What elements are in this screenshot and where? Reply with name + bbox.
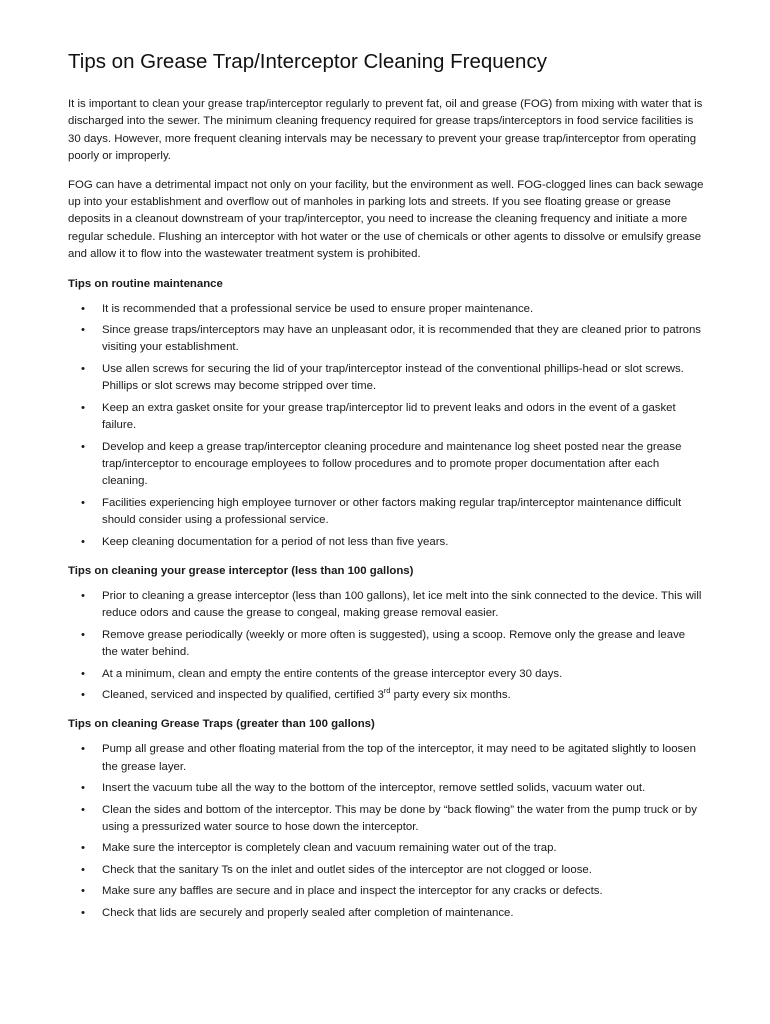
list-item bbox=[68, 862, 704, 879]
bullet-icon: • bbox=[81, 628, 85, 641]
list-item-text: Make sure the interceptor is completely clean and vacuum remaining water out of the trap. bbox=[102, 842, 557, 855]
bullet-icon: • bbox=[81, 535, 85, 548]
list-item bbox=[68, 883, 704, 900]
list-item-text: Check that the sanitary Ts on the inlet and outlet sides of the interceptor are not clogged or loose. bbox=[102, 863, 592, 876]
list-item-text-end: party every six months. bbox=[390, 688, 511, 701]
list-item bbox=[68, 301, 704, 318]
bullet-icon: • bbox=[81, 496, 85, 509]
section-heading-large-grease-traps: Tips on cleaning Grease Traps (greater than 100 gallons) bbox=[68, 718, 375, 731]
list-item bbox=[68, 495, 704, 530]
list-item-text: Facilities experiencing high employee turnover or other factors making regular trap/interceptor maintenance difficult should consider using a professional service. bbox=[102, 496, 682, 527]
list-item bbox=[68, 400, 704, 435]
list-item-text: Keep an extra gasket onsite for your grease trap/interceptor lid to prevent leaks and odors in the event of a gasket failure. bbox=[102, 401, 676, 432]
large-grease-traps-list bbox=[68, 741, 704, 922]
routine-maintenance-list bbox=[68, 301, 704, 551]
list-item bbox=[68, 840, 704, 857]
list-item bbox=[68, 780, 704, 797]
fog-impact-paragraph: FOG can have a detrimental impact not only on your facility, but the environment as well. FOG-clogged lines can back sewage up into your establishment and overflow out of manholes in parking lots and streets. If you see floating grease or grease deposits in a cleanout downstream of your trap/interceptor, you need to increase the cleaning frequency and initiate a more regular schedule. Flushing an interceptor with hot water or the use of chemicals or other agents to dissolve or emulsify grease and allow it to flow into the wastewater treatment system is prohibited. bbox=[68, 178, 704, 261]
list-item bbox=[68, 687, 704, 704]
list-item-text: Pump all grease and other floating material from the top of the interceptor, it may need to be agitated slightly to loosen the grease layer. bbox=[102, 743, 696, 773]
list-item-text: Clean the sides and bottom of the interceptor. This may be done by “back flowing” the water from the pump truck or by using a pressurized water source to hose down the interceptor. bbox=[102, 803, 697, 833]
list-item-text: Since grease traps/interceptors may have an unpleasant odor, it is recommended that they are cleaned prior to patrons visiting your establishment. bbox=[102, 324, 701, 354]
list-item-text: Insert the vacuum tube all the way to the bottom of the interceptor, remove settled solids, vacuum water out. bbox=[102, 782, 646, 795]
bullet-icon: • bbox=[81, 302, 85, 315]
bullet-icon: • bbox=[81, 863, 85, 876]
list-item bbox=[68, 322, 704, 357]
bullet-icon: • bbox=[81, 440, 85, 453]
list-item-text: Check that lids are securely and properly sealed after completion of maintenance. bbox=[102, 906, 514, 919]
list-item bbox=[68, 905, 704, 922]
list-item-text: At a minimum, clean and empty the entire contents of the grease interceptor every 30 days. bbox=[102, 667, 563, 680]
list-item-text: Remove grease periodically (weekly or more often is suggested), using a scoop. Remove only the grease and leave the water behind. bbox=[102, 628, 686, 659]
ordinal-superscript: rd bbox=[383, 686, 391, 696]
list-item-text bbox=[102, 686, 511, 701]
document-content bbox=[68, 48, 704, 926]
bullet-icon: • bbox=[81, 401, 85, 414]
bullet-icon: • bbox=[81, 362, 85, 375]
bullet-icon: • bbox=[81, 906, 85, 919]
small-interceptor-list bbox=[68, 588, 704, 704]
bullet-icon: • bbox=[81, 667, 85, 680]
list-item bbox=[68, 802, 704, 837]
section-heading-small-interceptor: Tips on cleaning your grease interceptor (less than 100 gallons) bbox=[68, 564, 414, 577]
bullet-icon: • bbox=[81, 324, 85, 337]
page-title: Tips on Grease Trap/Interceptor Cleaning Frequency bbox=[68, 50, 547, 73]
list-item bbox=[68, 361, 704, 396]
list-item bbox=[68, 741, 704, 776]
bullet-icon: • bbox=[81, 688, 85, 701]
list-item bbox=[68, 666, 704, 683]
bullet-icon: • bbox=[81, 782, 85, 795]
bullet-icon: • bbox=[81, 885, 85, 898]
list-item bbox=[68, 627, 704, 662]
intro-paragraph: It is important to clean your grease trap/interceptor regularly to prevent fat, oil and grease (FOG) from mixing with water that is discharged into the sewer. The minimum cleaning frequency required for grease traps/interceptors in food service facilities is 30 days. However, more frequent cleaning intervals may be necessary to prevent your grease trap/interceptor from operating poorly or improperly. bbox=[68, 98, 703, 163]
list-item-text: Develop and keep a grease trap/interceptor cleaning procedure and maintenance log sheet posted near the grease trap/interceptor to encourage employees to follow procedures and to promote proper documentation after each cleaning. bbox=[102, 440, 682, 488]
list-item-text: Use allen screws for securing the lid of your trap/interceptor instead of the conventional phillips-head or slot screws. Phillips or slot screws may become stripped over time. bbox=[102, 362, 684, 393]
list-item-text: It is recommended that a professional service be used to ensure proper maintenance. bbox=[102, 302, 534, 315]
list-item bbox=[68, 534, 704, 551]
list-item-text: Keep cleaning documentation for a period of not less than five years. bbox=[102, 535, 449, 548]
bullet-icon: • bbox=[81, 743, 85, 756]
section-heading-routine-maintenance: Tips on routine maintenance bbox=[68, 277, 223, 290]
bullet-icon: • bbox=[81, 842, 85, 855]
bullet-icon: • bbox=[81, 589, 85, 602]
list-item-text: Make sure any baffles are secure and in place and inspect the interceptor for any cracks or defects. bbox=[102, 885, 603, 898]
list-item-text: Prior to cleaning a grease interceptor (less than 100 gallons), let ice melt into the sink connected to the device. This will reduce odors and cause the grease to congeal, making grease removal easier. bbox=[102, 589, 702, 620]
bullet-icon: • bbox=[81, 803, 85, 816]
list-item bbox=[68, 439, 704, 491]
list-item bbox=[68, 588, 704, 623]
list-item-text-start: Cleaned, serviced and inspected by qualified, certified 3 bbox=[102, 688, 384, 701]
